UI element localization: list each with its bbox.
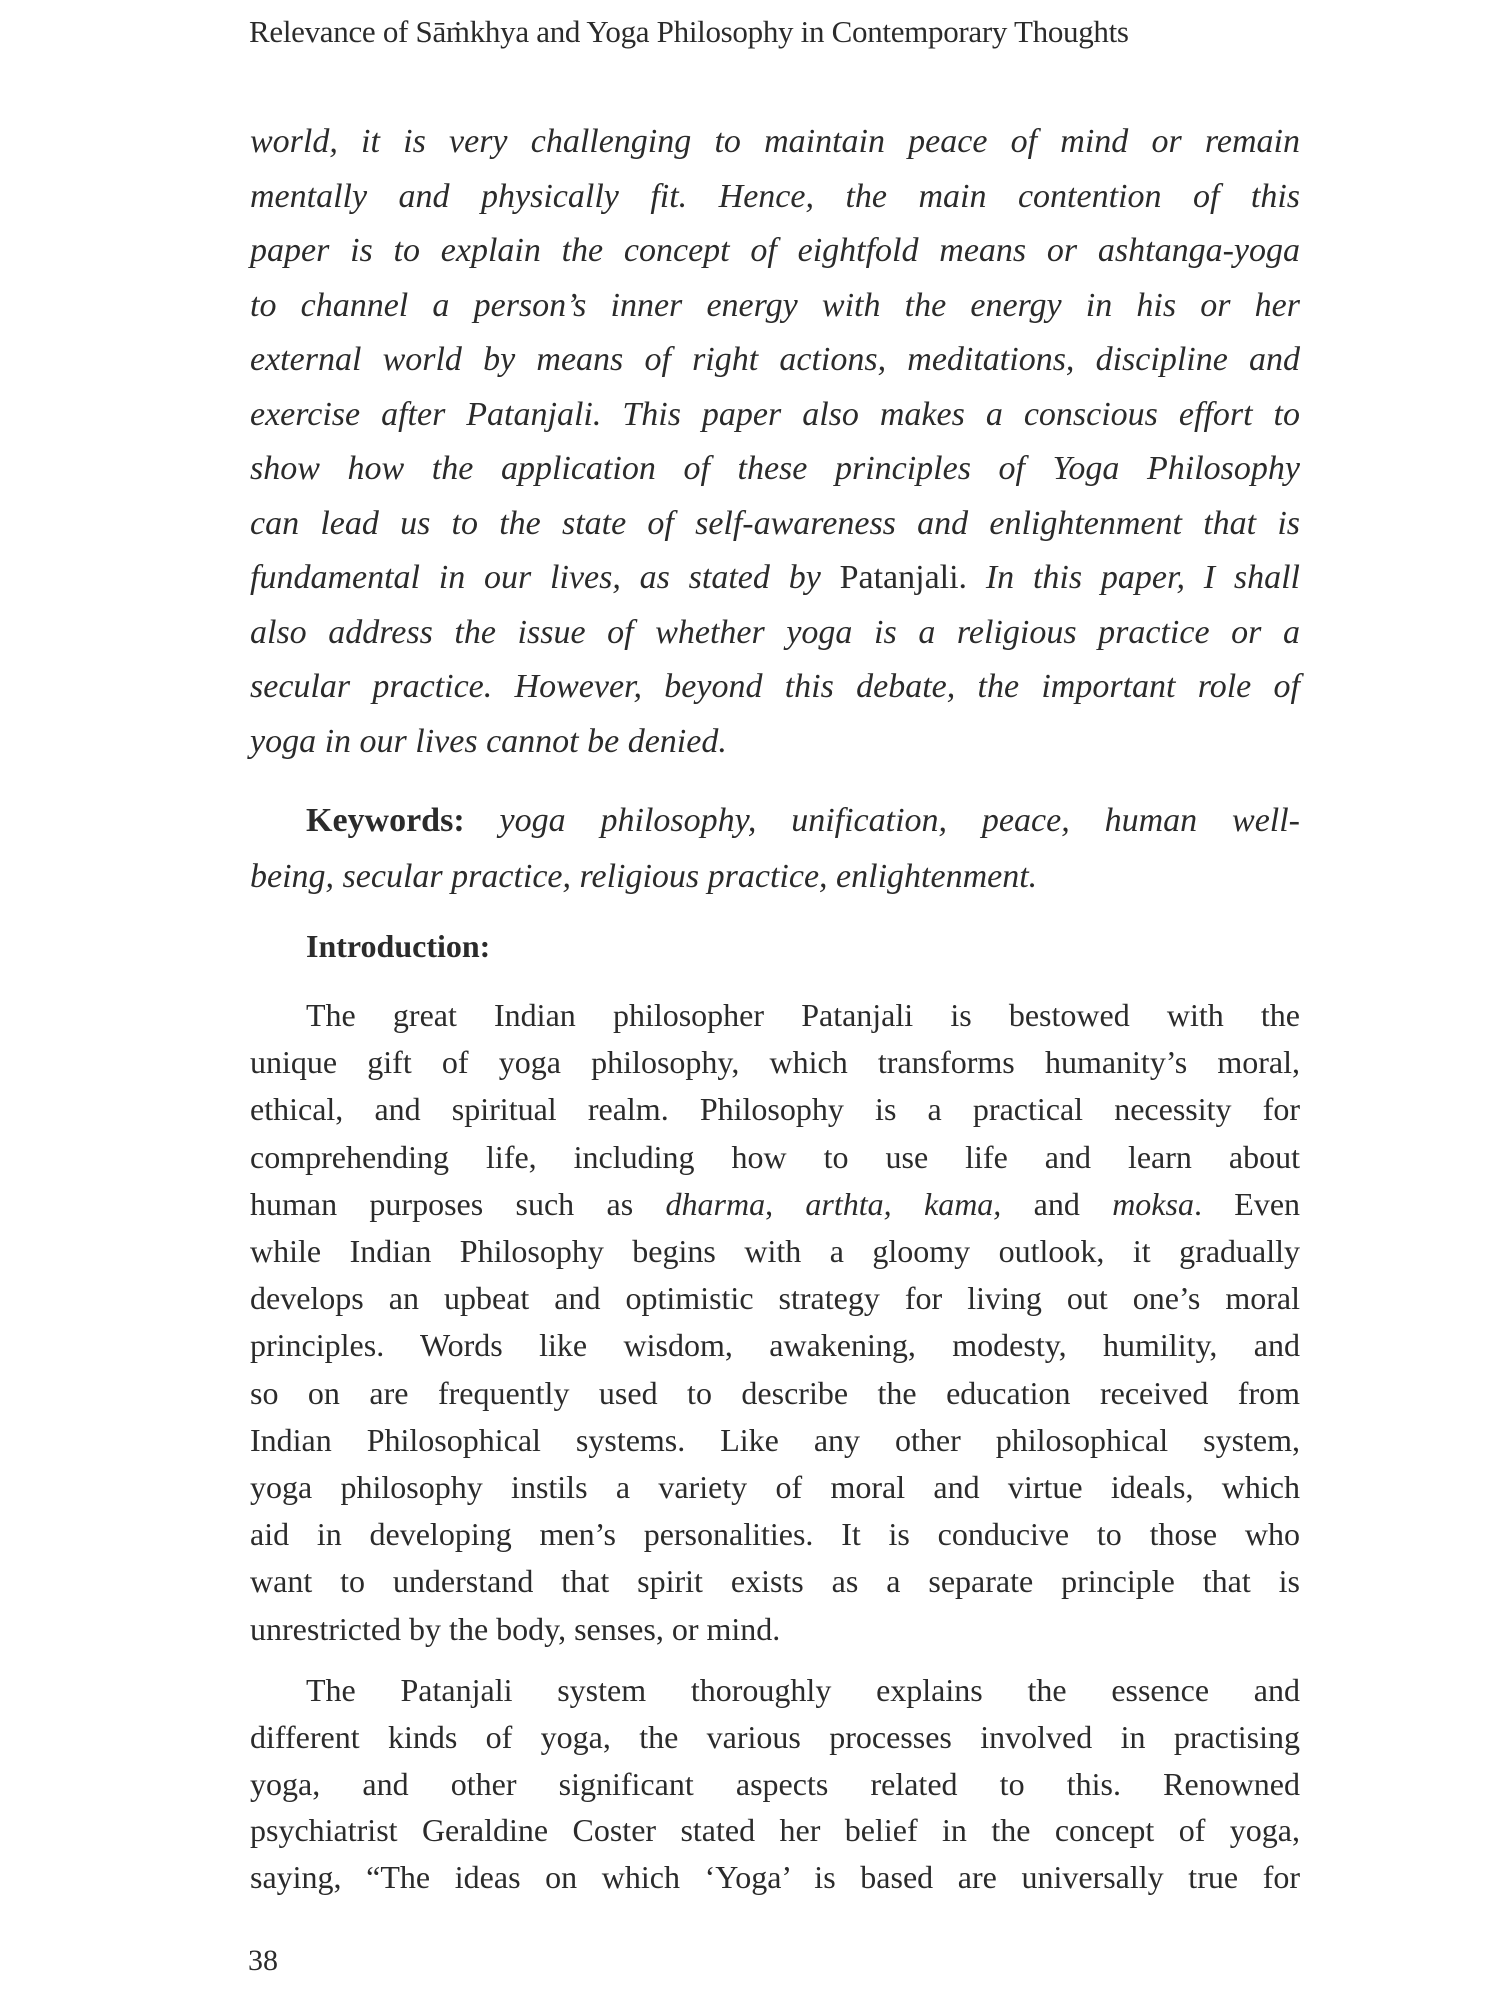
intro-paragraph-line bbox=[250, 1420, 1300, 1460]
text-run: unrestricted by the body, senses, or mind. bbox=[250, 1610, 781, 1647]
abstract-line bbox=[250, 338, 1300, 382]
abstract-line bbox=[250, 502, 1300, 546]
abstract-line bbox=[250, 611, 1300, 655]
text-run: principles. Words like wisdom, awakening, modesty, humility, and bbox=[250, 1327, 1300, 1364]
text-run: Patanjali. bbox=[839, 559, 986, 596]
abstract-line bbox=[250, 665, 1300, 709]
text-run: world, it is very challenging to maintain peace of mind or remain bbox=[250, 123, 1300, 160]
text-run: show how the application of these principles of Yoga Philosophy bbox=[250, 450, 1300, 487]
abstract-line bbox=[250, 120, 1300, 164]
abstract-line bbox=[250, 556, 1300, 600]
paragraph-line bbox=[250, 1857, 1300, 1897]
abstract-line bbox=[250, 393, 1300, 437]
abstract-line bbox=[250, 447, 1300, 491]
intro-paragraph-line bbox=[250, 1137, 1300, 1177]
paragraph-line bbox=[250, 1717, 1300, 1757]
intro-paragraph-line bbox=[250, 1042, 1300, 1082]
text-run: so on are frequently used to describe the education received from bbox=[250, 1374, 1300, 1411]
intro-paragraph-line bbox=[250, 1609, 1300, 1649]
text-run: also address the issue of whether yoga is a religious practice or a bbox=[250, 613, 1300, 651]
intro-paragraph-line bbox=[250, 1089, 1300, 1129]
text-run: while Indian Philosophy begins with a gloomy outlook, it gradually bbox=[250, 1233, 1300, 1269]
text-run: Indian Philosophical systems. Like any other philosophical system, bbox=[250, 1421, 1300, 1458]
text-run: comprehending life, including how to use life and learn about bbox=[250, 1138, 1300, 1175]
text-run: secular practice. However, beyond this debate, the important role of bbox=[250, 668, 1300, 705]
paragraph-line bbox=[250, 1810, 1300, 1850]
text-run: , bbox=[765, 1185, 806, 1222]
text-run: mentally and physically fit. Hence, the main contention of this bbox=[250, 177, 1300, 215]
text-run: fundamental in our lives, as stated by bbox=[250, 559, 840, 596]
text-run: can lead us to the state of self-awareness and enlightenment that is bbox=[250, 504, 1300, 542]
keywords-line bbox=[250, 799, 1300, 843]
intro-paragraph-line bbox=[250, 1325, 1300, 1365]
abstract-line bbox=[250, 229, 1300, 273]
text-run: Keywords: bbox=[306, 802, 500, 839]
text-run: want to understand that spirit exists as a separate principle that is bbox=[250, 1563, 1300, 1600]
section-heading-introduction bbox=[250, 926, 1300, 966]
text-run: moksa bbox=[1112, 1185, 1194, 1222]
text-run: yoga in our lives cannot be denied. bbox=[250, 722, 727, 760]
text-run: to channel a person’s inner energy with the energy in his or her bbox=[250, 286, 1300, 324]
text-run: aid in developing men’s personalities. It is conducive to those who bbox=[250, 1516, 1300, 1553]
text-run: different kinds of yoga, the various processes involved in practising bbox=[250, 1718, 1300, 1755]
text-run: yoga, and other significant aspects related to this. Renowned bbox=[250, 1765, 1300, 1802]
text-run: human purposes such as bbox=[250, 1185, 666, 1222]
text-run: psychiatrist Geraldine Coster stated her belief in the concept of yoga, bbox=[250, 1812, 1300, 1849]
intro-paragraph-line bbox=[250, 995, 1300, 1035]
text-run: dharma bbox=[665, 1185, 766, 1222]
running-header: Relevance of Sāṁkhya and Yoga Philosophy in Contemporary Thoughts bbox=[249, 14, 1129, 49]
intro-paragraph-line bbox=[250, 1278, 1300, 1318]
text-run: . Even bbox=[1193, 1185, 1301, 1222]
text-run: The Patanjali system thoroughly explains the essence and bbox=[306, 1672, 1300, 1708]
text-run: yoga philosophy, unification, peace, human well- bbox=[499, 802, 1300, 839]
paragraph-line bbox=[250, 1670, 1300, 1710]
intro-paragraph-line bbox=[250, 1467, 1300, 1507]
text-run: unique gift of yoga philosophy, which transforms humanity’s moral, bbox=[250, 1044, 1300, 1081]
text-run: saying, “The ideas on which ‘Yoga’ is based are universally true for bbox=[250, 1859, 1300, 1896]
keywords-line bbox=[250, 855, 1300, 899]
heading-text: Introduction: bbox=[306, 928, 491, 964]
paragraph-line bbox=[250, 1764, 1300, 1804]
intro-paragraph-line bbox=[250, 1373, 1300, 1413]
text-run: being, secular practice, religious practice, enlightenment. bbox=[250, 858, 1038, 895]
page-number: 38 bbox=[248, 1944, 278, 1977]
abstract-line bbox=[250, 284, 1300, 328]
text-run: exercise after Patanjali. This paper also makes a conscious effort to bbox=[250, 395, 1300, 433]
text-run: develops an upbeat and optimistic strategy for living out one’s moral bbox=[250, 1280, 1300, 1317]
intro-paragraph-line bbox=[250, 1184, 1300, 1224]
abstract-line bbox=[250, 175, 1300, 219]
text-run: paper is to explain the concept of eightfold means or ashtanga-yoga bbox=[250, 232, 1300, 269]
text-run: The great Indian philosopher Patanjali is bestowed with the bbox=[306, 997, 1300, 1033]
text-run: In this paper, I shall bbox=[985, 559, 1300, 596]
abstract-line bbox=[250, 720, 1300, 764]
intro-paragraph-line bbox=[250, 1514, 1300, 1554]
text-run: arthta, kama, bbox=[805, 1185, 1002, 1222]
intro-paragraph-line bbox=[250, 1231, 1300, 1271]
intro-paragraph-line bbox=[250, 1561, 1300, 1601]
text-run: ethical, and spiritual realm. Philosophy is a practical necessity for bbox=[250, 1091, 1300, 1128]
text-run: and bbox=[1001, 1185, 1113, 1222]
text-run: yoga philosophy instils a variety of moral and virtue ideals, which bbox=[250, 1469, 1300, 1505]
text-run: external world by means of right actions, meditations, discipline and bbox=[250, 341, 1300, 378]
